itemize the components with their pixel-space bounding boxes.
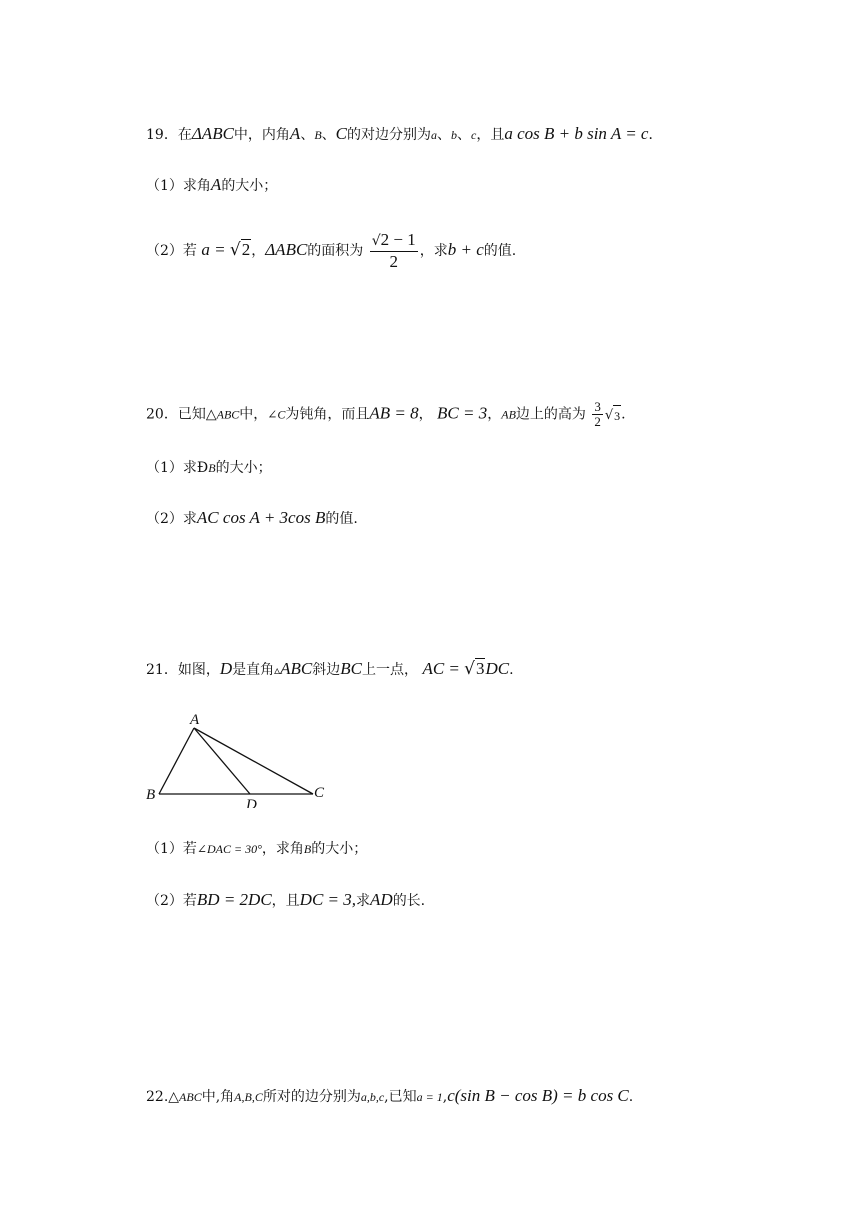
q21-part2: （2）若BD = 2DC，且DC = 3,求AD的长. — [146, 890, 426, 909]
edge-ac — [194, 728, 313, 794]
height-fraction: $\frac{3}{2}$ — [594, 399, 601, 429]
q20-part2: （2）求AC cos A + 3cos B的值. — [146, 508, 358, 527]
edge-ab — [159, 728, 194, 794]
vertex-label-c: C — [314, 785, 325, 801]
triangle-figure — [140, 708, 340, 808]
q19-part1: （1）求角A的大小； — [146, 175, 278, 194]
q20-part1: （1）求ÐB的大小； — [146, 460, 272, 476]
q19-stem: 19．在ΔABC中，内角A、B、C的对边分别为a、b、c，且a cos B + b sin A = c． — [146, 124, 663, 143]
q21-stem: 21．如图，D是直角▵ABC斜边BC上一点， AC = √ 3 DC. — [146, 659, 514, 679]
q19-part2: （2）若 a = √ 2 ，ΔABC的面积为 $\frac{√2 - 1}{2}$ ，求b + c的值. — [146, 230, 517, 271]
vertex-label-b: B — [146, 787, 156, 803]
vertex-label-a: A — [190, 712, 200, 728]
q20-stem: 20．已知△ABC中，∠C为钝角，而且AB = 8， BC = 3，AB边上的高为 $\frac{3}{2}$ √ 3 . — [146, 399, 626, 429]
area-fraction: $\frac{√2 - 1}{2}$ — [371, 230, 416, 271]
segment-ad — [194, 728, 250, 794]
q22-stem: 22.△ABC中,角A,B,C所对的边分别为a,b,c,已知a = 1,c(sin B − cos B) = b cos C. — [146, 1086, 634, 1105]
point-label-d: D — [246, 797, 257, 808]
q21-part1: （1）若∠DAC = 30°，求角B的大小； — [146, 841, 368, 857]
